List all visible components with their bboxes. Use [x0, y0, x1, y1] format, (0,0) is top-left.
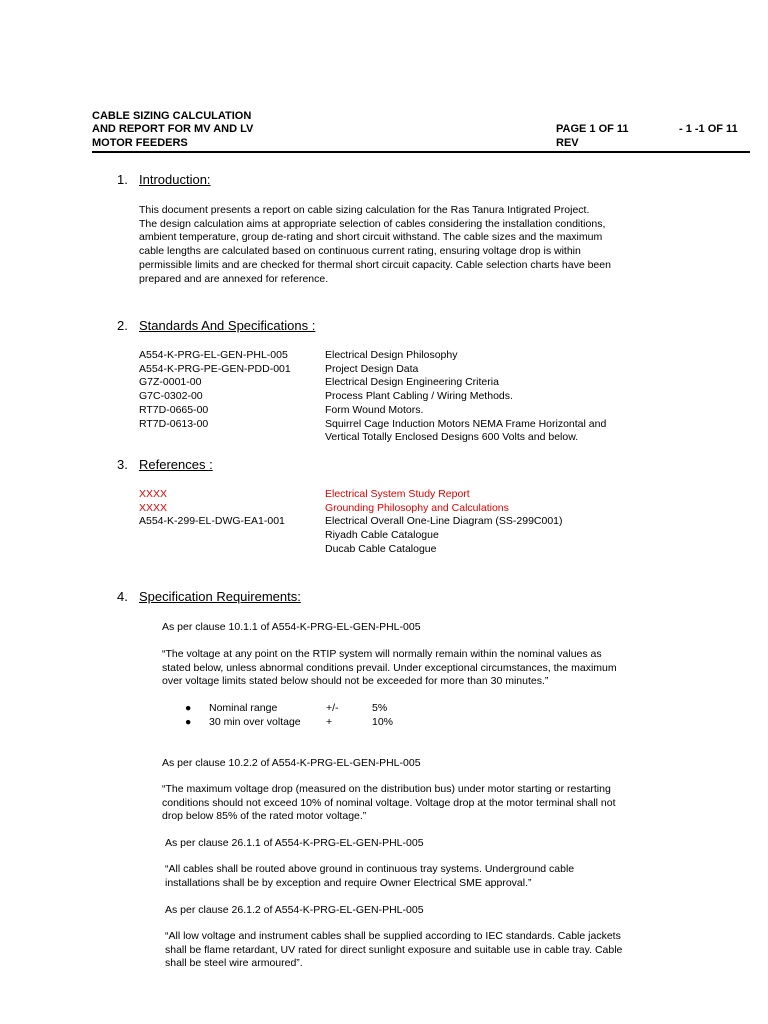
report-title-line-2: AND REPORT FOR MV AND LV [92, 123, 254, 135]
intro-line: prepared and are annexed for reference. [139, 272, 329, 285]
quote-line: “The maximum voltage drop (measured on the distribution bus) under motor starting or restarting [162, 783, 611, 795]
bullet-sign: + [326, 715, 333, 728]
reference-description: Grounding Philosophy and Calculations [325, 501, 509, 514]
reference-code: XXXX [139, 501, 168, 514]
quote-line: “All low voltage and instrument cables shall be supplied according to IEC standards. Cable jackets [165, 930, 621, 942]
standard-description: Form Wound Motors. [325, 403, 424, 416]
voltage-limits-list [185, 702, 415, 732]
bullet-label: Nominal range [209, 702, 278, 714]
section-2-number: 2. [117, 318, 128, 333]
quote-line: conditions should not exceed 10% of nominal voltage. Voltage drop at the motor terminal shall not [162, 796, 616, 809]
standard-description: Electrical Design Engineering Criteria [325, 376, 499, 389]
reference-code: A554-K-299-EL-DWG-EA1-001 [139, 515, 285, 528]
clause-quote [165, 863, 574, 890]
standard-code: RT7D-0613-00 [139, 417, 209, 430]
standard-description: Squirrel Cage Induction Motors NEMA Frame Horizontal and [325, 417, 607, 430]
quote-line: shall be steel wire armoured”. [165, 957, 303, 970]
quote-line: drop below 85% of the rated motor voltage.” [162, 810, 367, 823]
page-number: PAGE 1 OF 11 [556, 123, 629, 135]
standard-description: Project Design Data [325, 362, 419, 375]
standard-code: G7Z-0001-00 [139, 376, 202, 389]
standards-list [139, 349, 679, 449]
clause-reference: As per clause 26.1.1 of A554-K-PRG-EL-GEN-PHL-005 [165, 837, 424, 849]
clause-reference: As per clause 26.1.2 of A554-K-PRG-EL-GEN-PHL-005 [165, 904, 424, 916]
quote-line: shall be flame retardant, UV rated for direct sunlight exposure and suitable use in cable tray. Cable [165, 943, 623, 956]
standard-code: RT7D-0665-00 [139, 403, 209, 416]
quote-line: installations shall be by exception and require Owner Electrical SME approval.” [165, 876, 532, 889]
reference-code: XXXX [139, 488, 168, 500]
standard-description: Vertical Totally Enclosed Designs 600 Volts and below. [325, 431, 579, 444]
standard-code: A554-K-PRG-EL-GEN-PHL-005 [139, 349, 288, 361]
clause-quote [162, 783, 616, 824]
reference-description: Electrical System Study Report [325, 488, 470, 500]
bullet-value: 5% [372, 702, 388, 714]
quote-line: “The voltage at any point on the RTIP system will normally remain within the nominal values as [162, 648, 602, 660]
intro-line: ambient temperature, group de-rating and short circuit withstand. The cable sizes and the maximum [139, 231, 603, 244]
standard-description: Electrical Design Philosophy [325, 349, 458, 361]
reference-description: Ducab Cable Catalogue [325, 542, 437, 555]
intro-line: permissible limits and are checked for thermal short circuit capacity. Cable selection charts have been [139, 258, 611, 271]
intro-line: cable lengths are calculated based on continuous current rating, ensuring voltage drop is within [139, 245, 581, 258]
intro-paragraph [139, 204, 611, 286]
bullet-value: 10% [372, 715, 394, 728]
report-title-line-3: MOTOR FEEDERS [92, 137, 188, 149]
header-divider [92, 151, 750, 153]
standard-description: Process Plant Cabling / Wiring Methods. [325, 390, 513, 403]
clause-quote [165, 930, 622, 971]
section-1-title: Introduction: [139, 172, 211, 187]
clause-quote [162, 648, 617, 689]
clause-reference: As per clause 10.1.1 of A554-K-PRG-EL-GEN-PHL-005 [162, 621, 421, 633]
intro-line: The design calculation aims at appropriate selection of cables considering the installation conditions, [139, 217, 606, 230]
section-4-title: Specification Requirements: [139, 589, 301, 604]
page-range: - 1 -1 OF 11 [679, 123, 738, 135]
section-3-title: References : [139, 457, 213, 472]
reference-description: Riyadh Cable Catalogue [325, 529, 439, 542]
section-1-number: 1. [117, 172, 128, 187]
section-3-number: 3. [117, 457, 128, 472]
standard-code: G7C-0302-00 [139, 390, 203, 403]
quote-line: over voltage limits stated below should not be exceeded for more than 30 minutes.” [162, 675, 549, 688]
intro-line: This document presents a report on cable sizing calculation for the Ras Tanura Intigrated Project. [139, 204, 590, 216]
standard-code: A554-K-PRG-PE-GEN-PDD-001 [139, 362, 291, 375]
bullet-icon: ● [185, 702, 192, 714]
bullet-sign: +/- [326, 702, 339, 714]
report-title-line-1: CABLE SIZING CALCULATION [92, 110, 252, 122]
bullet-icon: ● [185, 715, 192, 728]
quote-line: stated below, unless abnormal conditions prevail. Under exceptional circumstances, the maximum [162, 661, 617, 674]
bullet-label: 30 min over voltage [209, 715, 301, 728]
section-2-title: Standards And Specifications : [139, 318, 316, 333]
references-list [139, 488, 679, 560]
quote-line: “All cables shall be routed above ground in continuous tray systems. Underground cable [165, 863, 575, 875]
reference-description: Electrical Overall One-Line Diagram (SS-299C001) [325, 515, 563, 528]
clause-reference: As per clause 10.2.2 of A554-K-PRG-EL-GEN-PHL-005 [162, 757, 421, 769]
section-4-number: 4. [117, 589, 128, 604]
revision-label: REV [556, 137, 579, 149]
